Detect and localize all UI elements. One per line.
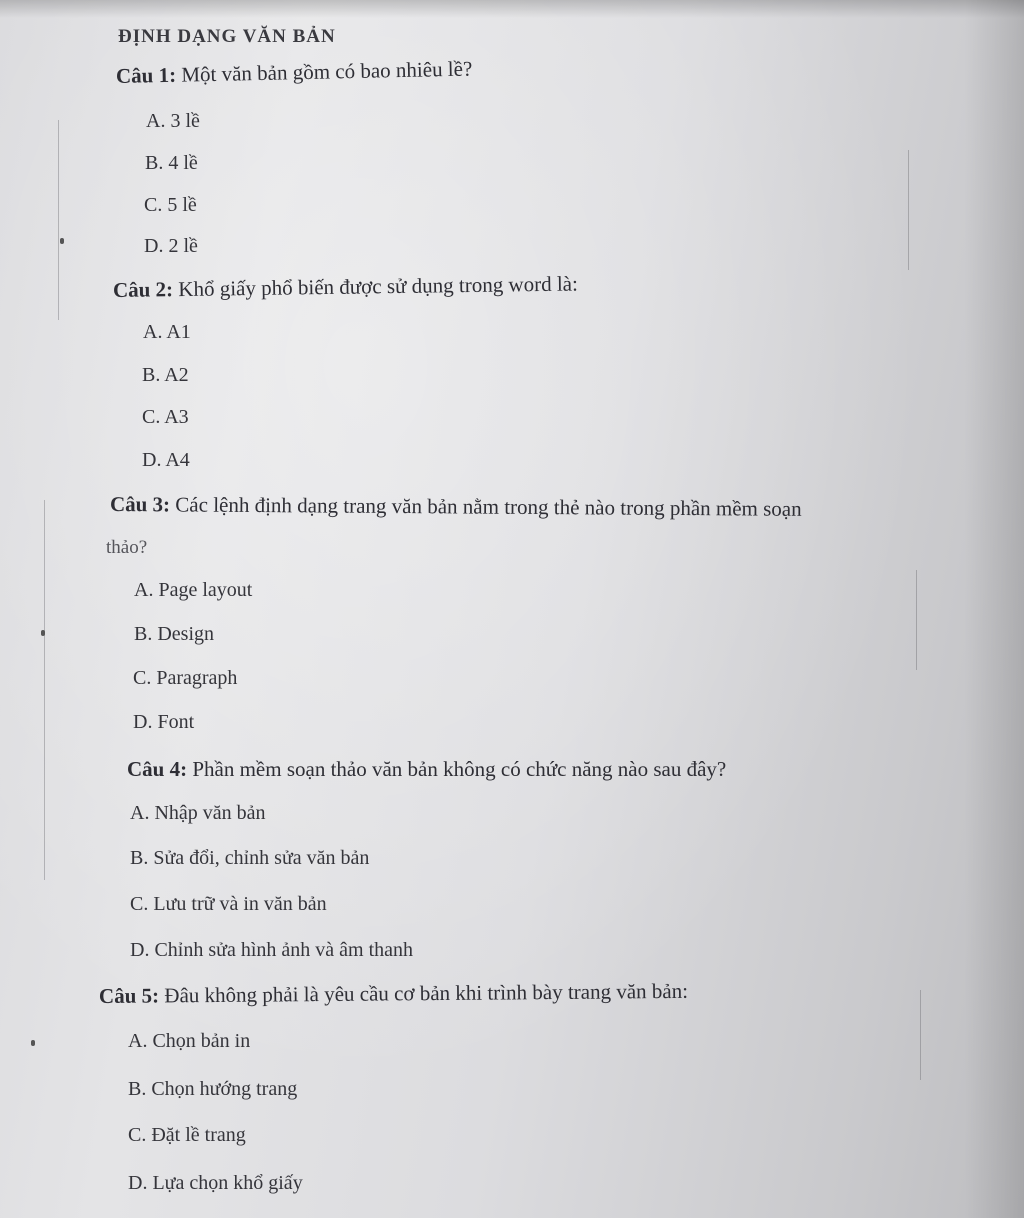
question-4 [127,757,726,782]
q1-option-c: C. 5 lề [144,194,197,216]
punch-mark [31,1040,35,1046]
q4-option-c: C. Lưu trữ và in văn bản [130,893,327,915]
q5-option-b: B. Chọn hướng trang [128,1078,298,1100]
q4-option-d: D. Chỉnh sửa hình ảnh và âm thanh [130,939,414,961]
question-3-continuation: thảo? [106,537,148,558]
margin-line-right-low [920,990,921,1080]
question-5 [99,979,688,1009]
margin-line-right [908,150,909,270]
question-label: Câu 2: [112,277,174,302]
q1-option-d: D. 2 lề [144,235,198,257]
q3-option-b: B. Design [134,623,214,645]
q3-option-c: C. Paragraph [133,667,238,689]
q2-option-b: B. A2 [142,364,189,386]
question-text: Các lệnh định dạng trang văn bản nằm trong thẻ nào trong phần mềm soạn [170,492,802,521]
question-text: Một văn bản gồm có bao nhiêu lề? [175,56,473,87]
q3-option-a: A. Page layout [134,579,253,601]
page-shadow-right [964,0,1024,1218]
punch-mark [60,238,64,244]
question-label: Câu 4: [127,757,188,781]
margin-line-right-mid [916,570,917,670]
q2-option-a: A. A1 [143,321,191,343]
margin-line-left [58,120,59,320]
question-label: Câu 3: [109,492,171,517]
q5-option-d: D. Lựa chọn khổ giấy [128,1172,303,1194]
document-title: ĐỊNH DẠNG VĂN BẢN [118,26,336,47]
q4-option-a: A. Nhập văn bản [130,802,266,824]
q2-option-c: C. A3 [142,406,189,428]
question-text: Khổ giấy phổ biến được sử dụng trong word là: [172,271,579,302]
margin-line-left-lower [44,500,45,880]
page-shadow-top [0,0,1024,18]
question-label: Câu 5: [98,983,160,1008]
punch-mark [41,630,45,636]
question-label: Câu 1: [115,62,177,88]
question-3 [110,492,802,522]
q4-option-b: B. Sửa đổi, chỉnh sửa văn bản [130,847,370,869]
q1-option-a: A. 3 lề [146,110,200,132]
q5-option-a: A. Chọn bản in [128,1030,251,1052]
q3-option-d: D. Font [133,711,195,733]
question-1 [116,57,473,89]
question-2 [113,272,578,303]
question-text: Phần mềm soạn thảo văn bản không có chức năng nào sau đây? [187,757,727,781]
question-text: Đâu không phải là yêu cầu cơ bản khi trình bày trang văn bản: [158,978,689,1008]
q2-option-d: D. A4 [142,449,190,471]
q5-option-c: C. Đặt lề trang [128,1124,246,1146]
q1-option-b: B. 4 lề [145,152,198,174]
